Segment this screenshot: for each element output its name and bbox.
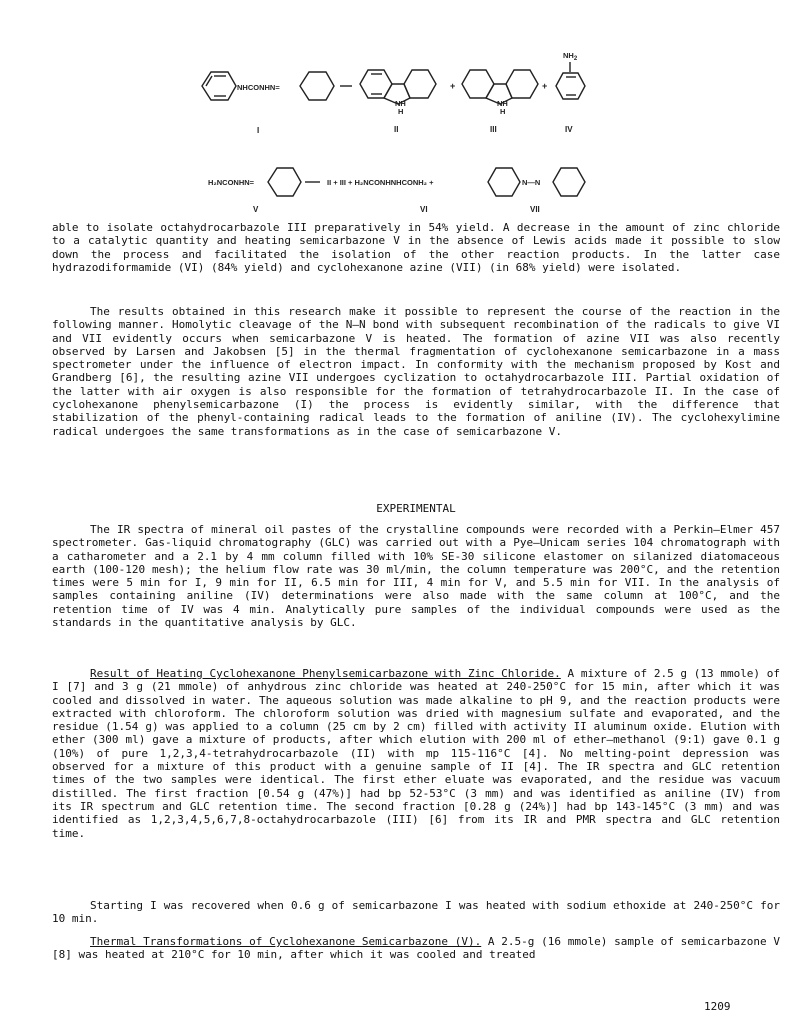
label-I: I [257, 126, 260, 135]
section-heading: EXPERIMENTAL [376, 502, 456, 515]
paragraph-6 [52, 935, 780, 962]
paragraph-5: Starting I was recovered when 0.6 g of semicarbazone I was heated with sodium ethoxide at 240-250°C for 10 min. [52, 899, 780, 926]
text-block-1 [52, 221, 780, 274]
text-block-5 [52, 899, 780, 926]
nh-II: NH [395, 99, 406, 108]
cyclohexane-ring-V [268, 168, 301, 196]
plus-1: + [450, 81, 456, 91]
label-IV: IV [565, 125, 573, 134]
phenyl-ring-I [202, 72, 236, 100]
text-block-2 [52, 305, 780, 438]
label-II: II [394, 125, 399, 134]
paragraph-4 [52, 667, 780, 840]
products-VI: II + III + H₂NCONHNHCONH₂ + [327, 178, 434, 187]
label-VI: VI [420, 205, 428, 214]
paragraph-4-text: A mixture of 2.5 g (13 mmole) of I [7] and 3 g (21 mmole) of anhydrous zinc chloride was heated at 240-250°C for 15 min, after which it was cooled and dissolved in water. The aqueous solution was made alkaline to pH 9, and the reaction products were extracted with chloroform. The chloroform solution was dried with magnesium sulfate and evaporated, and the residue (1.54 g) was applied to a column (25 cm by 2 cm) filled with activity II aluminum oxide. Elution with ether (300 ml) gave a mixture of products, after which elution with 200 ml of ether—methanol (9:1) gave 0.1 g (10%) of pure 1,2,3,4-tetrahydrocarbazole (II) with mp 115-116°C [4]. No melting-point depression was observed for a mixture of this product with a genuine sample of II [4]. The IR spectra and GLC retention times of the two samples were identical. The first ether eluate was evaporated, and the residue was vacuum distilled. The first fraction [0.54 g (47%)] had bp 52-53°C (3 mm) and was identified as aniline (IV) from its IR spectrum and GLC retention time. The second fraction [0.28 g (24%)] had bp 143-145°C (3 mm) and was identified as 1,2,3,4,5,6,7,8-octahydrocarbazole (III) [6] from its IR and PMR spectra and GLC retention time. [52, 667, 781, 840]
text-block-heading [52, 502, 780, 515]
text-block-4 [52, 667, 780, 840]
cyclohexane-ring-VII-left [488, 168, 520, 196]
azine-bond: N—N [522, 178, 541, 187]
paragraph-1: able to isolate octahydrocarbazole III preparatively in 54% yield. A decrease in the amount of zinc chloride to a catalytic quantity and heating semicarbazone V in the absence of Lewis acids made it possible to slow down the process and facilitated the isolation of the other reaction products. In the latter case hydrazodiformamide (VI) (84% yield) and cyclohexanone azine (VII) (in 68% yield) were isolated. [52, 221, 780, 274]
paragraph-3: The IR spectra of mineral oil pastes of the crystalline compounds were recorded with a Perkin—Elmer 457 spectrometer. Gas-liquid chromatography (GLC) was carried out with a Pye—Unicam series 104 chromatograph with a catharometer and a 2.1 by 4 mm column filled with 10% SE-30 silicone elastomer on silanized diatomaceous earth (100-120 mesh); the helium flow rate was 30 ml/min, the column temperature was 200°C, and the retention times were 5 min for I, 9 min for II, 6.5 min for III, 4 min for V, and 5.5 min for VII. In the analysis of samples containing aniline (IV) determinations were also made with the same column at 100°C, and the retention time of IV was 4 min. Analytically pure samples of the individual compounds were used as the standards in the quantitative analysis by GLC. [52, 523, 780, 630]
cyclohexane-ring-I [300, 72, 334, 100]
text-block-6 [52, 935, 780, 962]
reaction-scheme [0, 0, 796, 220]
label-V: V [253, 205, 259, 214]
label-III: III [490, 125, 497, 134]
plus-2: + [542, 81, 548, 91]
nh-III: NH [497, 99, 508, 108]
page-number: 1209 [704, 1000, 731, 1013]
semicarbazone-V-group: H₂NCONHN= [208, 178, 255, 187]
text-block-3 [52, 523, 780, 629]
h-III: H [500, 107, 506, 116]
nh2-IV: $NH_2$ [563, 51, 578, 62]
label-VII: VII [530, 205, 540, 214]
h-II: H [398, 107, 404, 116]
paragraph-6-text: A 2.5-g (16 mmole) sample of semicarbazone V [8] was heated at 210°C for 10 min, after which it was cooled and treated [52, 935, 781, 962]
paragraph-2: The results obtained in this research make it possible to represent the course of the reaction in the following manner. Homolytic cleavage of the N—N bond with subsequent recombination of the radicals to give VI and VII evidently occurs when semicarbazone V is heated. The formation of azine VII was also recently observed by Larsen and Jakobsen [5] in the thermal fragmentation of cyclohexanone semicarbazone in a mass spectrometer under the influence of electron impact. In conformity with the mechanism proposed by Kost and Grandberg [6], the resulting azine VII undergoes cyclization to octahydrocarbazole III. Partial oxidation of the latter with air oxygen is also responsible for the formation of tetrahydrocarbazole II. In the case of cyclohexanone phenylsemicarbazone (I) the process is evidently similar, with the difference that stabilization of the phenyl-containing radical leads to the formation of aniline (IV). The cyclohexylimine radical undergoes the same transformations as in the case of semicarbazone V. [52, 305, 780, 438]
aniline-IV [556, 62, 585, 99]
subsection-title-2: Thermal Transformations of Cyclohexanone Semicarbazone (V). [90, 935, 482, 948]
reactant-I-group: NHCONHN= [237, 83, 280, 92]
subsection-title-1: Result of Heating Cyclohexanone Phenylsemicarbazone with Zinc Chloride. [90, 667, 561, 680]
cyclohexane-ring-VII-right [553, 168, 585, 196]
